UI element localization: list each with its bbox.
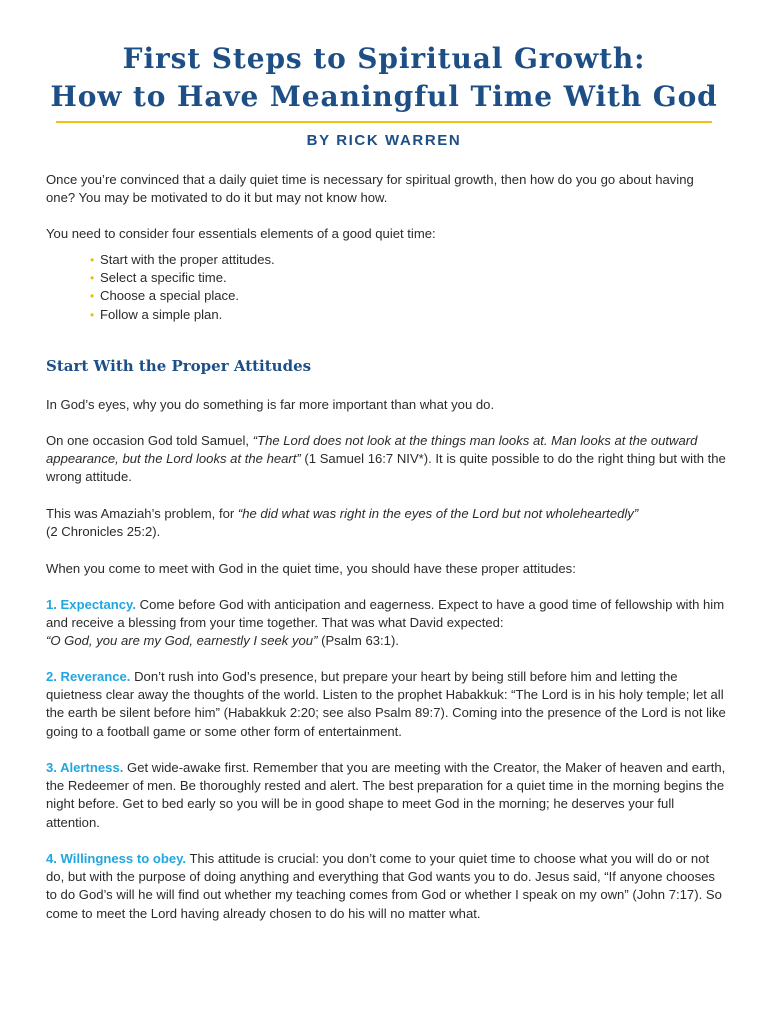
attitude-text: Get wide-awake first. Remember that you are meeting with the Creator, the Maker of heaven and earth, the Redeemer of men. Be thoroughly rested and alert. The best preparation for a quiet time in the morning begins the night before. Get to bed early so you will be in good shape to meet God in the morning; he deserves your full attention. [46, 760, 726, 830]
samuel-paragraph [46, 432, 726, 487]
bullet-dot-icon: • [90, 253, 95, 267]
list-item-text: Select a specific time. [100, 270, 227, 286]
list-item [90, 306, 275, 324]
attitude-label: 4. Willingness to obey. [46, 851, 187, 866]
psalm-reference: (Psalm 63:1). [317, 633, 399, 649]
page-title [0, 40, 768, 116]
psalm-quote: “O God, you are my God, earnestly I seek you” [46, 633, 318, 649]
bullet-dot-icon: • [90, 289, 95, 304]
list-item [90, 251, 275, 269]
section-paragraph-1: In God’s eyes, why you do something is far more important than what you do. [46, 397, 495, 412]
amaziah-paragraph [46, 505, 726, 541]
bullet-dot-icon: • [90, 271, 95, 286]
samuel-tail: (1 Samuel 16:7 NIV*). It is quite possible to do the right thing but with the wrong attitude. [46, 451, 726, 485]
list-item-text: Start with the proper attitudes. [100, 252, 275, 267]
samuel-lead: On one occasion God told Samuel, [46, 433, 253, 448]
essentials-list [90, 251, 275, 324]
attitude-label: 2. Reverance. [46, 669, 131, 684]
attitudes-intro: When you come to meet with God in the quiet time, you should have these proper attitudes: [46, 561, 576, 576]
list-item [90, 269, 275, 287]
title-divider [56, 121, 712, 123]
list-item-text: Follow a simple plan. [100, 306, 223, 322]
list-item-text: Choose a special place. [100, 288, 240, 304]
title-line-2: How to Have Meaningful Time With God [50, 80, 718, 113]
title-line-1: First Steps to Spiritual Growth: [122, 42, 646, 75]
attitude-willingness [46, 850, 726, 923]
attitude-label: 3. Alertness. [46, 760, 124, 775]
attitude-text: Come before God with anticipation and eagerness. Expect to have a good time of fellowship with him and receive a blessing from your time together. That was what David expected: [46, 597, 725, 631]
attitude-reverance [46, 668, 726, 741]
attitude-label: 1. Expectancy. [46, 597, 137, 612]
bullet-dot-icon: • [90, 307, 95, 322]
amaziah-reference: (2 Chronicles 25:2). [46, 524, 161, 540]
intro-paragraph-1: Once you’re convinced that a daily quiet time is necessary for spiritual growth, then how do you go about having one? You may be motivated to do it but may not know how. [46, 172, 694, 206]
list-item [90, 287, 275, 305]
attitude-text: This attitude is crucial: you don’t come to your quiet time to choose what you will do or not do, but with the purpose of doing anything and everything that God wants you to do. Jesus said, “If anyone chooses to do God’s will he will find out whether my teaching comes from God or whether I speak on my own” (John 7:17). So come to meet the Lord having already chosen to do his will no matter what. [46, 851, 722, 921]
amaziah-lead: This was Amaziah’s problem, for [46, 506, 238, 521]
intro-paragraph-2: You need to consider four essentials elements of a good quiet time: [46, 226, 436, 241]
author-byline: BY RICK WARREN [306, 132, 462, 149]
attitude-alertness [46, 759, 726, 832]
amaziah-quote: “he did what was right in the eyes of the Lord but not wholeheartedly” [237, 506, 639, 521]
samuel-quote: “The Lord does not look at the things man looks at. Man looks at the outward appearance, but the Lord looks at the heart” [46, 433, 698, 467]
section-heading: Start With the Proper Attitudes [46, 357, 312, 375]
attitude-text: Don’t rush into God’s presence, but prepare your heart by being still before him and letting the quietness clear away the thoughts of the world. Listen to the prophet Habakkuk: “The Lord is in his holy temple; let all the earth be silent before him” (Habakkuk 2:20; see also Psalm 89:7). Coming into the presence of the Lord is not like going to a football game or some other form of entertainment. [46, 669, 726, 739]
attitude-expectancy [46, 596, 726, 651]
